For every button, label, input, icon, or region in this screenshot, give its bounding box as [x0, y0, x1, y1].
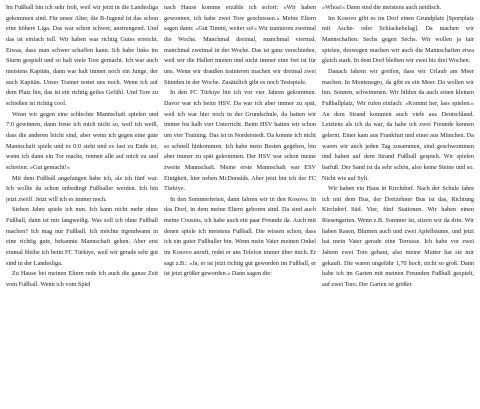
- paragraph: Mit dem Fußball angefangen habe ich, als ich fünf war. Ich wollte da schon unbedingt Fußballer werden. Ich bin jetzt zwölf. Jetzt will ich es immer noch.: [6, 174, 158, 203]
- paragraph: Sieben Jahre spiele ich nun. Ich kann nicht mehr ohne Fußball, dann ist mir langweilig. Was soll ich ohne Fußball machen? Ich mag nur Fußball. Ich möchte irgendwann in eine richtig gute, bekannte Mannschaft gehen. Aber erst einmal bleibe ich beim FC Türkiye, weil wir gerade sehr gut sind in der Landesliga.: [6, 206, 158, 267]
- paragraph: In den FC Türkiye bin ich vor vier Jahren gekommen. Davor war ich beim HSV. Da war ich aber immer zu spät, weil ich war hier noch in der Grundschule, da hatten wir immer bis halb vier Unterricht. Beim HSV hatten wir schon um vier Training. Das ist in Norderstedt. Da konnte ich nicht so schnell hinkommen. Ich habe mein Besten gegeben, bin aber immer zu spät gekommen. Der HSV war schon meine zweite Mannschaft. Meine erste Mannschaft war ESV Einigkeit, hier neben McDonalds. Aber jetzt bin ich der FC Türkiye.: [164, 89, 316, 193]
- paragraph: nach Hause komme erzähle ich sofort: »Wir haben gewonnen, ich habe zwei Tore geschossen.« Meine Eltern sagen dann: »Gut Timmi, weiter so!« Wir trainieren zweimal die Woche. Manchmal dreimal, manchmal viermal, manchmal zweimal in der Woche. Das ist ganz verschieden, weil wir die Hallen mieten und nicht immer eine frei ist für uns. Wenn wir draußen trainieren machen wir dreimal zwei Stunden in der Woche. Zusätzlich gibt es noch Testspiele.: [164, 4, 316, 86]
- text-column-middle: [164, 3, 316, 409]
- paragraph: Zu Hause bei meinen Eltern rede ich auch die ganze Zeit vom Fußball. Wenn ich vom Spiel: [6, 270, 158, 289]
- paragraph: Wenn wir gegen eine schlechte Mannschaft spielen und 7:0 gewinnen, dann freue ich mich nicht so, weil ich weiß, dass die anderen leicht sind, aber wenn ich gegen eine gute Mannschaft spiele und es 0:0 steht und es fast zu Ende ist, wenn ich dann ein Tor mache, rennen alle auf mich zu und schreien: »Gut gemacht!«: [6, 110, 158, 171]
- paragraph: Im Fußball bin ich sehr froh, weil wir jetzt in die Landesliga gekommen sind. Für unser Alter, die B-Jugend ist das schon eine höhere Liga. Das war schon schwer, anstrengend. Und das ist einfach toll. Wir haben was richtig Gutes erreicht. Etwas, dass man schwer schaffen kann. Ich habe links im Sturm gespielt und so halt viele Tore gemacht. Ich war auch meistens Kapitän, dann war halt immer noch ein Junge, der auch Kapitän. Unser Trainer testet uns noch. Wenn ich auf dem Platz bin, das ist ein richtig geiles Gefühl. Und Tore zu schießen ist richtig cool.: [6, 4, 158, 107]
- paragraph: »Whoa!« Dann sind die meistens auch neidisch.: [322, 4, 442, 11]
- text-columns: [6, 3, 474, 409]
- text-column-right: [322, 3, 474, 409]
- paragraph: Danach fahren wir greifen, dass wir Urlaub am Meer machen. In Montenegro, da gibt es ein Meer. Da wollen wir hin. Sonnen, schwimmen. Wir bilden da auch einen kleinen Fußballplatz, Wir rufen einfach: »Kommt her, lass spielen.« An dem Strand kommen auch viele aus Deutschland. Letztens als ich da war, da habe ich zwei Freunde kennen gelernt. Einer kam aus Frankfurt und einer aus München. Da waren wir auch jeden Tag zusammen, sind geschwommen und haben auf dem Strand Fußball gespielt. Wir spielen barfuß. Der Sand ist da sehr schön, also keine Steine und so. Nicht wie auf Sylt.: [322, 67, 474, 182]
- text-column-left: [6, 3, 158, 409]
- paragraph: In den Sommerferien, dann fahren wir in den Kosovo. In das Dorf, in dem meine Eltern geboren sind. Da sind auch meine Cousins, ich habe auch ein paar Freunde da. Auch mit denen spiele ich meistens Fußball. Die wissen schon, dass ich ein guter Fußballer bin. Wenn mein Vater meinen Onkel im Kosovo anruft, redet er ans Telefon immer über mich. Er sagt z.B.: »Ja, er ist jetzt richtig gut geworden im Fußball, er ist jetzt größer geworden.« Dann sagen die:: [164, 195, 316, 278]
- paragraph: Wir haben ein Haus in Kirchdorf. Nach der Schule fahre ich mit dem Bus, der Dreizehner Bus ist das, Richtung Kirchdorf Süd. Vier, fünf Stationen. Wir haben einen Riesengarten. Wenn z.B. Sommer ist, sitzen wir da drin. Wir haben Rasen, Blumen auch und zwei Apfelbäume, und jetzt hat mein Vater gerade eine Terrasse. Ich habe vor zwei Jahren zwei Tore gebaut, also meine Mutter hat sie mir gekauft. Die waren ungefähr 1,70 hoch, nicht so groß. Dann habe ich im Garten mit meinen Freunden Fußball gespielt, auf zwei Tore. Der Garten ist größer: [322, 185, 474, 289]
- paragraph: Im Kosovo gibt es im Dorf einen Grundplatz [Sportplatz mit Asche- oder Schlackebelag]. Da machen wir Mannschaften. Sechs gegen Sechs. Wir wollen ja fair spielen, deswegen machen wir auch die Mannschaften etwa gleich stark. In dem Dorf bleiben wir zwei bis drei Wochen.: [322, 14, 474, 65]
